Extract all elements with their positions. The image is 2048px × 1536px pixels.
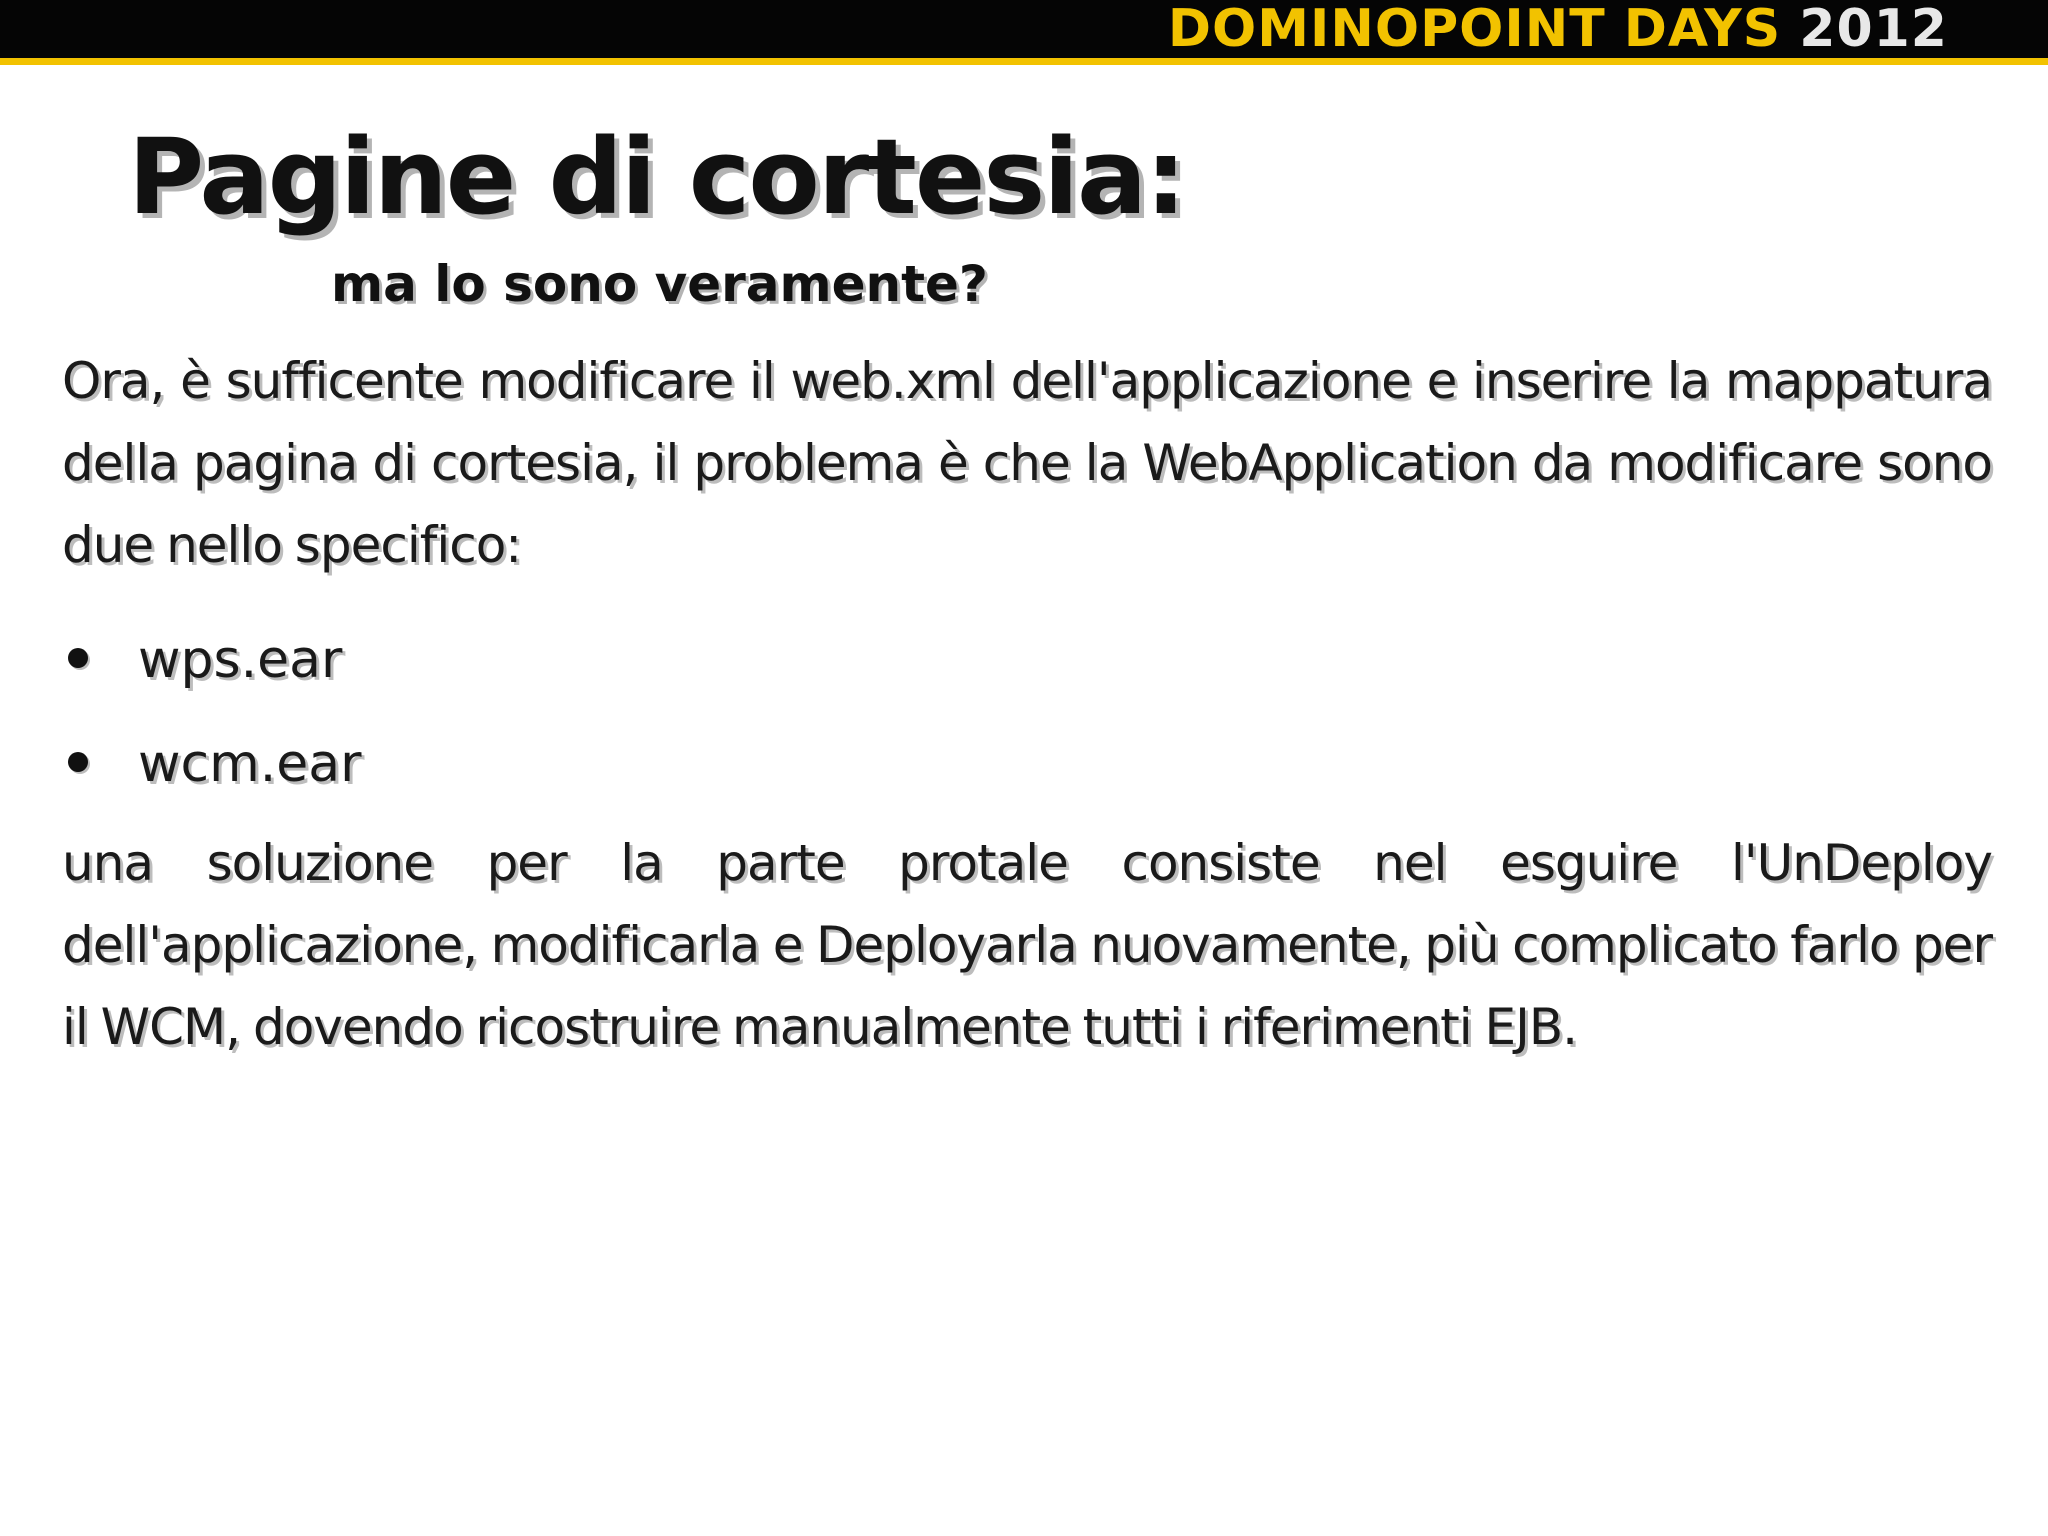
header-bar (0, 0, 2048, 65)
bullet-item (62, 608, 362, 712)
bullet-list (62, 608, 362, 816)
slide-subtitle: ma lo sono veramente? (331, 255, 988, 313)
body-paragraph-2: una soluzione per la parte protale consiste nel esguire l'UnDeploy dell'applicazione, modificarla e Deployarla nuovamente, più complicato farlo per il WCM, dovendo ricostruire manualmente tutti i riferimenti EJB. (62, 834, 1992, 1056)
slide-title: Pagine di cortesia: (128, 116, 1185, 238)
bullet-text: wcm.ear (138, 734, 362, 794)
bullet-text: wps.ear (138, 630, 343, 690)
logo-word-days: DAYS (1623, 0, 1782, 59)
dominopoint-days-logo (1168, 1, 1948, 57)
body-paragraph-1: Ora, è sufficente modificare il web.xml dell'applicazione e inserire la mappatura della pagina di cortesia, il problema è che la WebApplication da modificare sono due nello specifico: (62, 352, 1992, 574)
bullet-item (62, 712, 362, 816)
logo-year: 2012 (1799, 0, 1948, 59)
bullet-icon (68, 752, 88, 772)
bullet-icon (68, 648, 88, 668)
logo-word-dominopoint: DOMINOPOINT (1167, 0, 1606, 59)
